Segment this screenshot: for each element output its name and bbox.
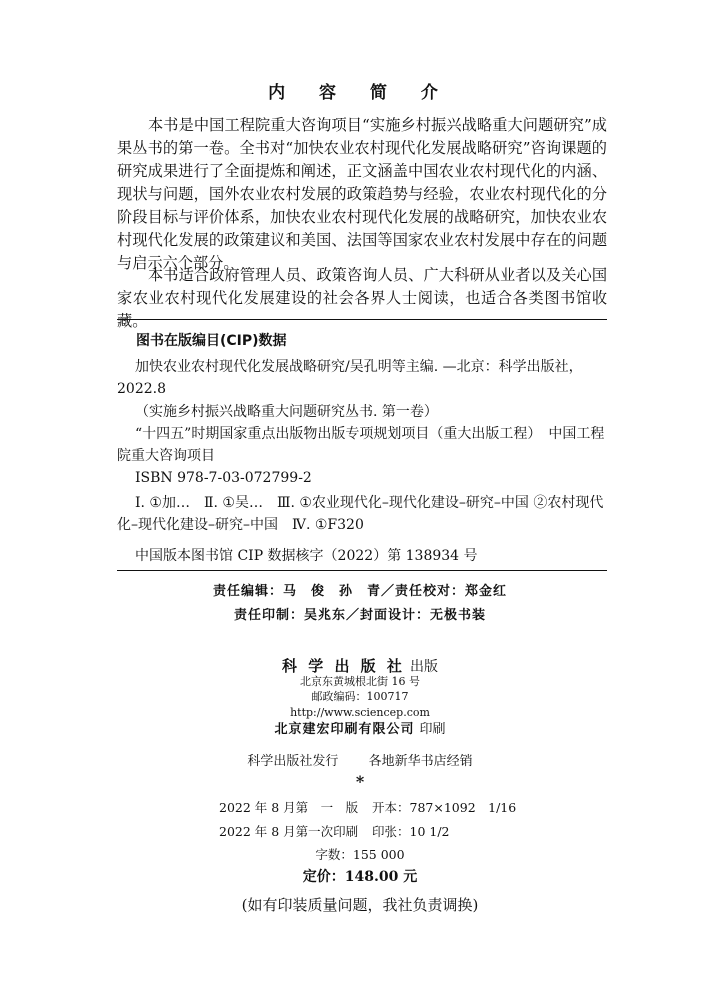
publisher-name: 科 学 出 版 社 [282, 657, 405, 675]
printing-info: 2022 年 8 月第一次印刷 [219, 824, 359, 839]
summary-title: 内 容 简 介 [268, 83, 452, 103]
cip-heading: 图书在版编目(CIP)数据 [136, 333, 287, 349]
distribution-line [0, 750, 720, 769]
quality-notice: (如有印装质量问题，我社负责调换) [241, 896, 479, 914]
separator-star: * [355, 772, 365, 791]
credits-printing: 责任印制：吴兆东／封面设计：无极书装 [233, 608, 486, 623]
summary-paragraph-1: 本书是中国工程院重大咨询项目“实施乡村振兴战略重大问题研究”成果丛书的第一卷。全书对“加快农业农村现代化发展战略研究”咨询课题的研究成果进行了全面提炼和阐述，正文涵盖中国农业农村现代化的内涵、现状与问题，国外农业农村发展的政策趋势与经验，农业农村现代化的分阶段目标与评价体系，加快农业农村现代化发展的战略研究，加快农业农村现代化发展的政策建议和美国、法国等国家农业农村发展中存在的问题与启示六个部分。 [117, 116, 607, 272]
edition-info: 2022 年 8 月第 一 版 [219, 800, 359, 815]
publisher-postcode: 邮政编码：100717 [311, 690, 409, 703]
price-label: 定价： [302, 869, 345, 885]
publisher-url: http://www.sciencep.com [290, 706, 430, 719]
word-count: 字数：155 000 [315, 847, 405, 862]
cip-series-line: （实施乡村振兴战略重大问题研究丛书. 第一卷） [135, 404, 438, 420]
publisher-line [0, 655, 720, 676]
summary-paragraph-2: 本书适合政府管理人员、政策咨询人员、广大科研从业者以及关心国家农业农村现代化发展建设的社会各界人士阅读，也适合各类图书馆收藏。 [117, 266, 607, 330]
distribution-retailer: 各地新华书店经销 [368, 754, 473, 769]
credits-editors: 责任编辑：马 俊 孙 青／责任校对：郑金红 [212, 584, 507, 599]
printer-suffix: 印刷 [419, 722, 446, 737]
cip-number: 中国版本图书馆 CIP 数据核字（2022）第 138934 号 [135, 548, 478, 564]
cip-isbn: ISBN 978-7-03-072799-2 [135, 470, 312, 486]
publisher-address: 北京东黄城根北街 16 号 [300, 675, 420, 688]
format-info: 开本：787×1092 1/16 [372, 800, 517, 815]
divider-bottom [117, 570, 607, 571]
sheets-info: 印张：10 1/2 [372, 824, 450, 839]
divider-top [117, 319, 607, 320]
printer-line [0, 718, 720, 737]
printer-name: 北京建宏印刷有限公司 [274, 722, 415, 737]
cip-classification: Ⅰ. ①加… Ⅱ. ①吴… Ⅲ. ①农业现代化–现代化建设–研究–中国 ②农村现代化–现代化建设–研究–中国 Ⅳ. ①F320 [117, 495, 604, 533]
publisher-suffix: 出版 [409, 659, 438, 675]
cip-project-line: “十四五”时期国家重点出版物出版专项规划项目（重大出版工程） 中国工程院重大咨询项目 [117, 426, 605, 464]
price-value: 148.00 元 [344, 869, 418, 885]
cip-title-line: 加快农业农村现代化发展战略研究/吴孔明等主编. —北京：科学出版社，2022.8 [117, 359, 583, 397]
price-line [0, 866, 720, 886]
distribution-publisher: 科学出版社发行 [247, 754, 339, 769]
